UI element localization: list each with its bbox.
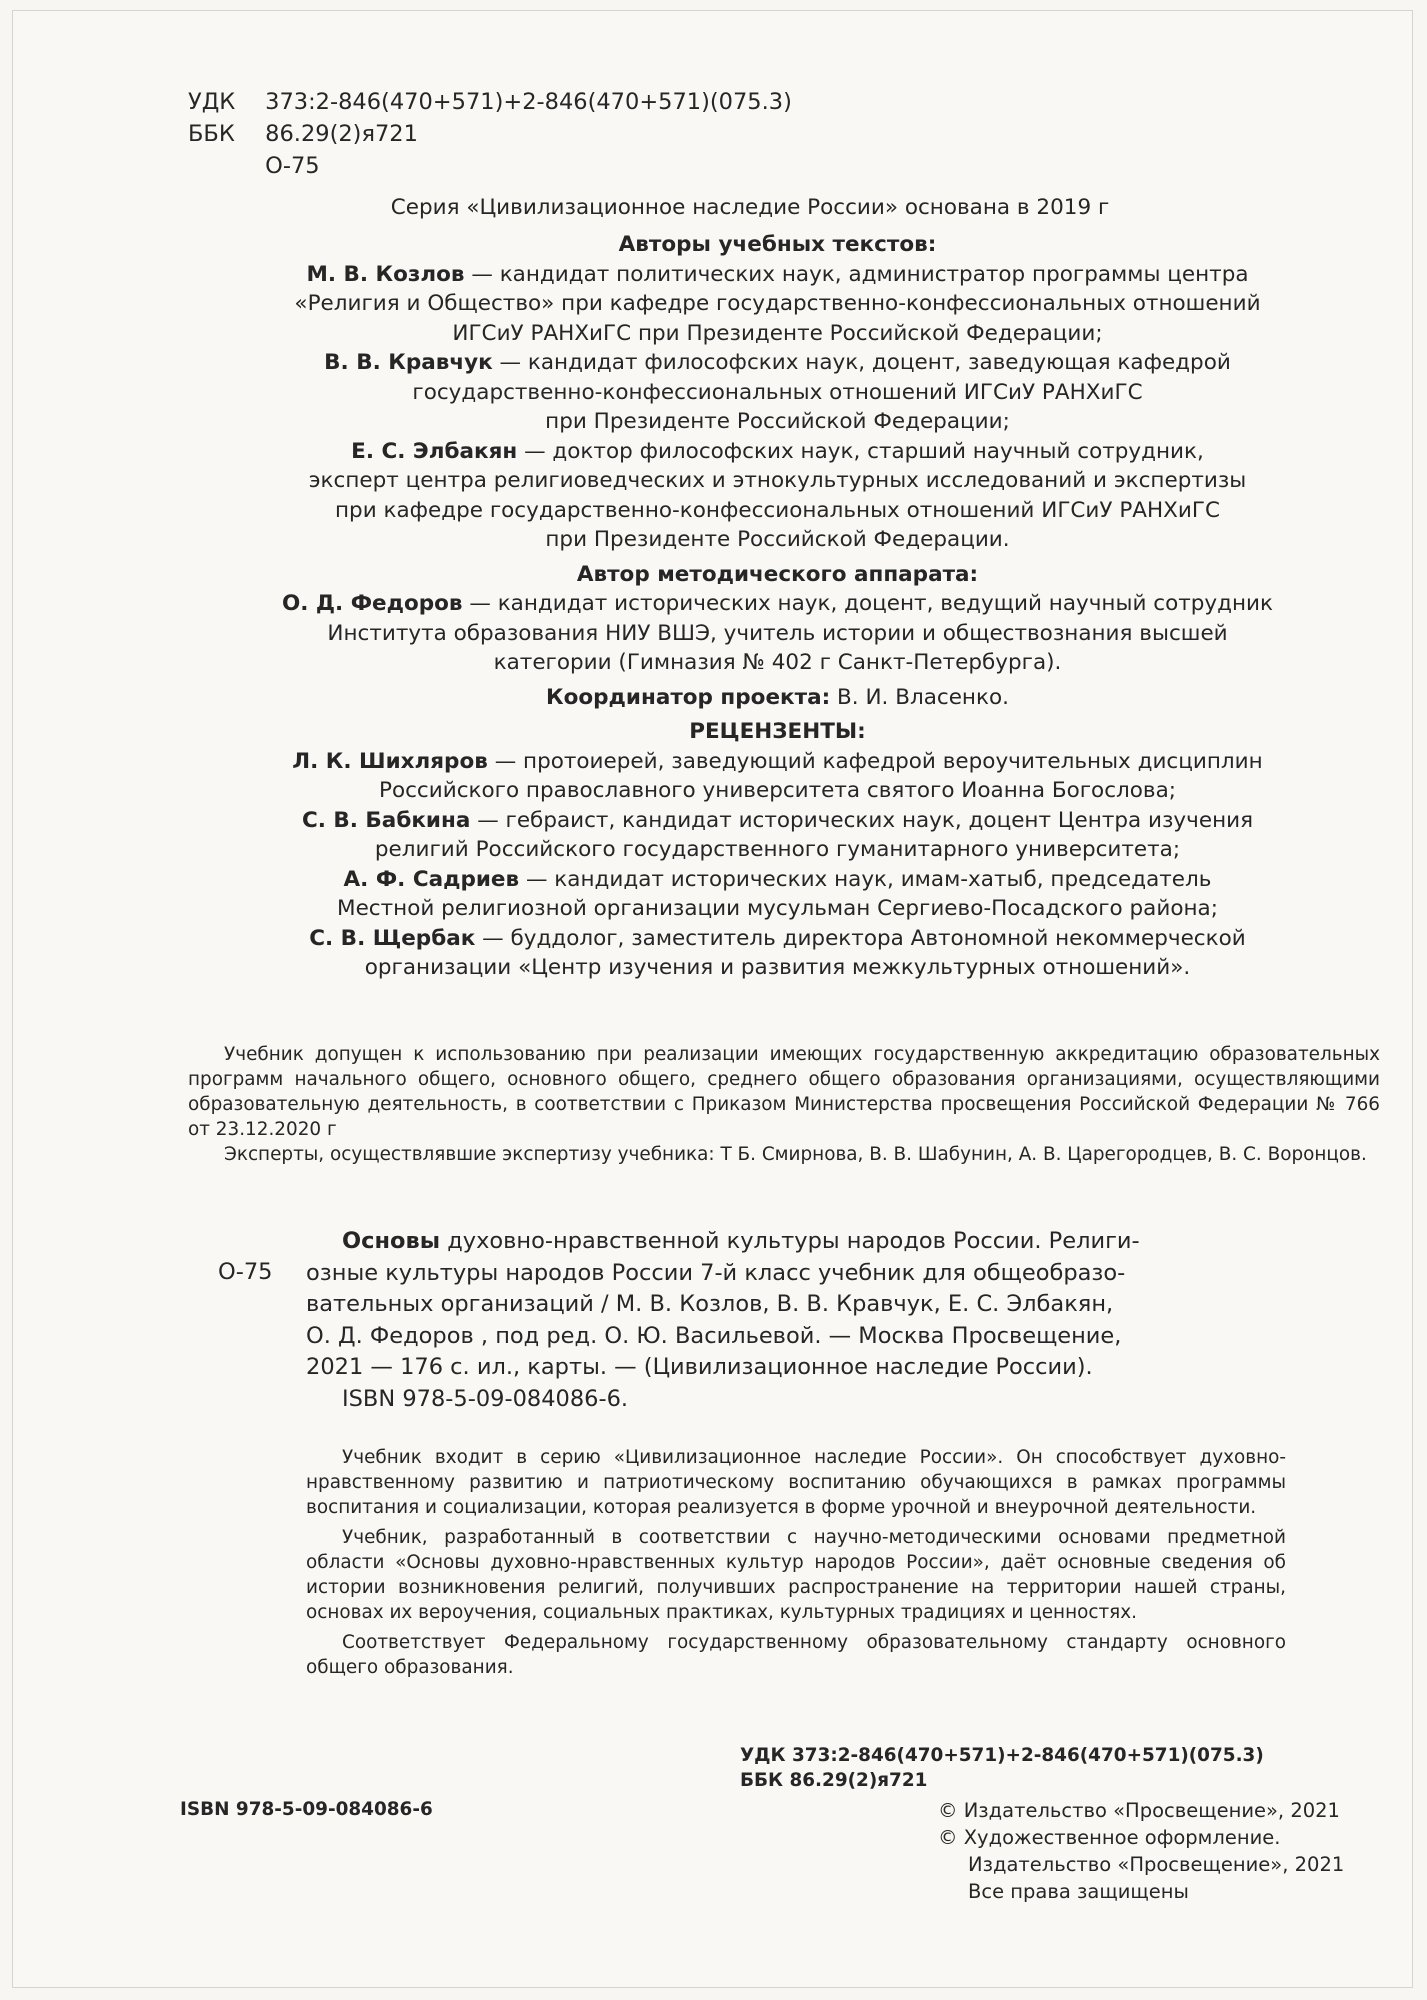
book-description <box>306 1226 1306 1415</box>
copyright-line: Все права защищены <box>968 1880 1189 1903</box>
author-entry <box>0 348 1427 437</box>
approval-note <box>188 1042 1380 1167</box>
author-line: эксперт центра религиоведческих и этнокультурных исследований и экспертизы <box>308 468 1247 493</box>
reviewer-entry <box>0 924 1427 983</box>
copyright-line: © Издательство «Просвещение», 2021 <box>938 1799 1340 1822</box>
reviewer-line: — буддолог, заместитель директора Автономной некоммерческой <box>482 925 1246 951</box>
authors-heading: Авторы учебных текстов: <box>618 232 937 257</box>
reviewer-line: Российского православного университета святого Иоанна Богослова; <box>378 778 1177 803</box>
copyright-block <box>938 1797 1344 1905</box>
annotation-paragraph: Соответствует Федеральному государственному образовательному стандарту основного общего образования. <box>306 1632 1286 1678</box>
classification-codes <box>188 86 792 182</box>
methodical-heading: Автор методического аппарата: <box>576 561 979 587</box>
author-line: ИГСиУ РАНХиГС при Президенте Российской Федерации; <box>452 320 1103 346</box>
author-line: — кандидат политических наук, администратор программы центра <box>471 261 1249 287</box>
book-line: 2021 — 176 с. ил., карты. — (Цивилизационное наследие России). <box>306 1354 1093 1380</box>
author-line: — доктор философских наук, старший научный сотрудник, <box>524 438 1204 464</box>
bottom-udk: УДК 373:2-846(470+571)+2-846(470+571)(075.3) <box>740 1745 1264 1766</box>
methodical-name: О. Д. Федоров <box>281 591 463 616</box>
reviewers-heading: РЕЦЕНЗЕНТЫ: <box>689 719 866 744</box>
methodical-line: категории (Гимназия № 402 г Санкт-Петербурга). <box>493 650 1062 675</box>
reviewer-line: религий Российского государственного гуманитарного университета; <box>374 837 1181 862</box>
coordinator-label: Координатор проекта: <box>546 684 831 710</box>
copyright-line: © Художественное оформление. <box>938 1826 1281 1849</box>
book-title-line <box>306 1226 1306 1258</box>
book-line: О. Д. Федоров , под ред. О. Ю. Васильевой. — Москва Просвещение, <box>306 1322 1122 1349</box>
author-name: В. В. Кравчук <box>324 350 493 375</box>
reviewer-line: — кандидат исторических наук, имам-хатыб, председатель <box>525 866 1212 892</box>
annotation-paragraph: Учебник входит в серию «Цивилизационное наследие России». Он способствует духовно-нравственному развитию и патриотическому воспитанию обучающихся в рамках программы воспитания и социализации, которая реализуется в форме урочной и внеурочной деятельности. <box>306 1447 1286 1518</box>
author-line: «Религия и Общество» при кафедре государственно-конфессиональных отношений <box>294 291 1261 316</box>
reviewer-line: организации «Центр изучения и развития межкультурных отношений». <box>364 955 1191 980</box>
methodical-line: Института образования НИУ ВШЭ, учитель истории и обществознания высшей <box>327 620 1228 646</box>
book-line: духовно-нравственной культуры народов России. Религи- <box>440 1228 1140 1254</box>
book-line: вательных организаций / М. В. Козлов, В. В. Кравчук, Е. С. Элбакян, <box>306 1291 1114 1317</box>
copyright-line: Издательство «Просвещение», 2021 <box>968 1853 1345 1876</box>
author-line: государственно-конфессиональных отношений ИГСиУ РАНХиГС <box>412 379 1143 405</box>
author-name: М. В. Козлов <box>306 261 465 287</box>
methodical-entry <box>0 589 1427 678</box>
author-line: при Президенте Российской Федерации; <box>545 409 1010 434</box>
reviewer-name: С. В. Бабкина <box>301 807 471 833</box>
reviewer-name: Л. К. Шихляров <box>292 748 488 774</box>
reviewer-name: С. В. Щербак <box>309 925 476 951</box>
author-name: Е. С. Элбакян <box>351 438 518 464</box>
bbk-value: 86.29(2)я721 <box>265 121 418 147</box>
reviewer-line: Местной религиозной организации мусульман Сергиево-Посадского района; <box>337 896 1218 921</box>
reviewer-entry <box>0 747 1427 806</box>
udk-label: УДК <box>188 89 236 115</box>
coordinator-line <box>0 683 1427 713</box>
isbn: ISBN 978-5-09-084086-6 <box>180 1799 433 1820</box>
reviewer-entry <box>0 806 1427 865</box>
annotation <box>306 1445 1286 1680</box>
bottom-bbk: ББК 86.29(2)я721 <box>740 1770 928 1791</box>
book-mark: О-75 <box>218 1259 273 1285</box>
experts-text: Эксперты, осуществлявшие экспертизу учебника: Т Б. Смирнова, В. В. Шабунин, А. В. Царегородцев, В. С. Воронцов. <box>224 1144 1367 1165</box>
book-line: озные культуры народов России 7-й класс учебник для общеобразо- <box>306 1259 1126 1286</box>
reviewer-entry <box>0 865 1427 924</box>
udk-value: 373:2-846(470+571)+2-846(470+571)(075.3) <box>265 89 792 115</box>
author-line: при Президенте Российской Федерации. <box>545 527 1010 552</box>
author-mark: О-75 <box>265 153 320 179</box>
methodical-line: — кандидат исторических наук, доцент, ведущий научный сотрудник <box>469 591 1274 616</box>
author-entry <box>0 260 1427 349</box>
authors-section <box>0 230 1427 983</box>
reviewer-line: — протоиерей, заведующий кафедрой вероучительных дисциплин <box>494 748 1263 774</box>
bottom-codes <box>740 1743 1264 1793</box>
annotation-paragraph: Учебник, разработанный в соответствии с научно-методическими основами предметной области «Основы духовно-нравственных культур народов России», даёт основные сведения об истории возникновения религий, получивших распространение на территории нашей страны, основах их вероучения, социальных практиках, культурных традициях и ценностях. <box>306 1527 1286 1623</box>
bbk-line <box>188 118 792 150</box>
approval-text: Учебник допущен к использованию при реализации имеющих государственную аккредитацию образовательных программ начального общего, основного общего, среднего общего образования организациями, осуществляющими образовательную деятельность, в соответствии с Приказом Министерства просвещения Российской Федерации № 766 от 23.12.2020 г <box>188 1044 1380 1140</box>
author-line: при кафедре государственно-конфессиональных отношений ИГСиУ РАНХиГС <box>334 497 1221 523</box>
author-mark-line <box>188 150 792 182</box>
author-entry <box>0 437 1427 555</box>
bbk-label: ББК <box>188 121 235 147</box>
coordinator-name: В. И. Власенко. <box>837 684 1009 710</box>
series-line: Серия «Цивилизационное наследие России» основана в 2019 г <box>390 195 1110 220</box>
reviewer-name: А. Ф. Садриев <box>343 866 520 892</box>
book-line: ISBN 978-5-09-084086-6. <box>342 1385 629 1412</box>
udk-line <box>188 86 792 118</box>
book-title: Основы <box>342 1228 441 1254</box>
author-line: — кандидат философских наук, доцент, заведующая кафедрой <box>499 350 1231 375</box>
reviewer-line: — гебраист, кандидат исторических наук, доцент Центра изучения <box>477 807 1254 833</box>
